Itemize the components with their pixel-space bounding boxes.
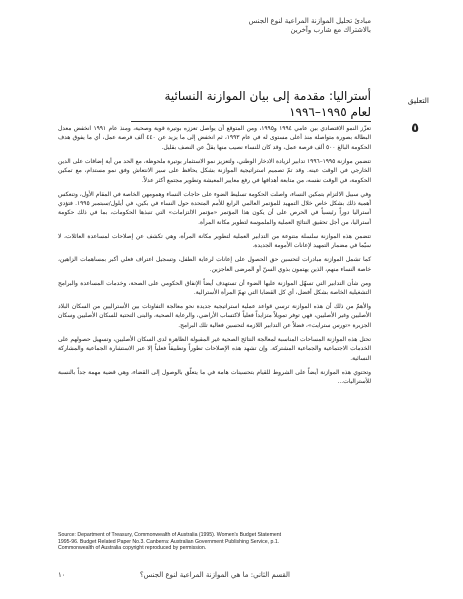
paragraph: ومن شأن التدابير التي تسهّل الموازنة عليها الضوء أن تستهدف أيضاً الإنفاق الحكومي على الصحة، وخدمات المساعدة والبرامج التشغيلية الخاصة بشكل أفضل، أي كل القضايا التي تهمّ المرأة الأسترالية. bbox=[58, 280, 371, 297]
running-header-line: مبادئ تحليل الموازنة المراعية لنوع الجنس bbox=[248, 17, 371, 25]
paragraph: تعزّز النمو الاقتصادي بين عامي ١٩٩٤ و١٩٩٥، ومن المتوقع أن يواصل تعززه بوتيرة قوية وصحية، ومنذ عام ١٩٩١ انخفض معدل البطالة بصورة متواصلة منذ أعلى مستوى له في عام ١٩٩٣، ثم انخفض إلى ما يزيد عن ٤٤٠ ألف فرصة عمل، أي ما يفوق هدف الحكومة البالغ ٥٠٠ ألف فرصة عمل، وقد كان للنساء نصيب منها يقلّ عن النصف بقليل. bbox=[58, 126, 372, 151]
section-title-line: لعام ١٩٩٥–١٩٩٦ bbox=[289, 105, 371, 119]
source-note bbox=[58, 532, 371, 552]
paragraph: وتحتوي هذه الموازنة أيضاً على الشروط للقيام بتحسينات هامة في ما يتعلّق بالوصول إلى القضاء، وهي قضية مهمة جداً بالنسبة للأستراليات... bbox=[58, 369, 371, 386]
paragraph: تتضمن موازنة ١٩٩٥–١٩٩٦ تدابير لزيادة الادخار الوطني، ولتعزيز نمو الاستثمار بوتيرة ملحوظة، مع الحد من أية إضافات على الدين الخارجي في الوقت عينه. وقد تمّ تصميم استراتيجية الموازنة بشكل يحافظ على سير الانتعاش وفق نمو مستدام، مع تمكين الحكومة، في الوقت نفسه، من متابعة أهدافها في رفع معايير المعيشة وتطوير مجتمع أكثر عدلاً. bbox=[58, 158, 371, 184]
paragraph: تحتل هذه الموازنة المساحات المناسبة لمعالجة النتائج الصحية غير المقبولة الظاهرة لدى السكان الأصليين، وتسهيل حصولهم على الخدمات الاجتماعية والجماعية المشتركة. وإن تشهد هذه الإصلاحات تطوراً وتطبيقاً فعلياً إلا عبر الاستشارة الجماعية والمشاركة النسائية. bbox=[58, 336, 371, 362]
page-number: ١٠ bbox=[58, 571, 66, 579]
paragraph: وفي سبيل الالتزام بتمكين النساء، واصلت الحكومة تسليط الضوء على حاجات النساء وهمومهن الخاصة في المقام الأول، وتنعكس أهمية ذلك بشكل خاص خلال التمهيد للمؤتمر العالمي الرابع للأمم المتحدة حول النساء في بكين، في أيلول/سبتمبر ١٩٩٥. فتؤدي أستراليا دوراً رئيسياً في الحرص على أن يكون هذا المؤتمر «مؤتمر الالتزامات» التي تنبذها الحكومات، بما في ذلك حكومة أستراليا، من أجل تحقيق النتائج العملية والملموسة لتطوير مكانة المرأة. bbox=[58, 191, 371, 226]
title-divider bbox=[131, 121, 371, 122]
running-header bbox=[151, 17, 371, 35]
source-note-line: Source: Department of Treasury, Commonwealth of Australia (1995). Women's Budget Statement bbox=[58, 532, 282, 538]
body-text bbox=[58, 125, 371, 392]
paragraph: والأهمّ من ذلك أن هذه الموازنة ترسي قواعد عملية استراتيجية جديدة نحو معالجة التفاوتات بين الأستراليين من السكان البلاد الأصليين وغير الأصليين، فهي توفر تمويلاً متزايداً فعلياً لاكتساب الأراضي، والرعاية الصحية، والبنى التحتية للسكان الأصليين وسكان الجزيرة «تورس سترايت»، فضلاً عن التدابير اللازمة لتحسين فعالية تلك البرامج. bbox=[58, 304, 371, 329]
section-number: ٥ bbox=[411, 121, 419, 136]
page-footer bbox=[100, 571, 290, 579]
source-note-line: Commonwealth of Australia copyright reproduced by permission. bbox=[58, 545, 207, 552]
side-label: التعليق bbox=[407, 96, 429, 105]
source-note-line: 1995-96. Budget Related Paper No.3. Canberra: Australian Government Publishing Service, p.1. bbox=[58, 538, 280, 545]
footer-text: القسم الثاني: ما هي الموازنة المراعية لنوع الجنس؟ bbox=[139, 571, 290, 579]
section-title bbox=[131, 88, 371, 120]
running-header-line: بالاشتراك مع شارب وآخرين bbox=[290, 26, 371, 34]
paragraph: كما تشمل الموازنة مبادرات لتحسين حق الحصول على إعانات لرعاية الطفل، وتسجيل اعتراف فعلي أكبر بمساهمات الزاهين، خاصة النساء منهم، الذين يهتمون بذوي السنّ أو المرضى العاجزين. bbox=[58, 257, 371, 273]
section-title-line: أستراليا: مقدمة إلى بيان الموازنة النسائية bbox=[164, 89, 371, 103]
paragraph: تتضمن هذه الموازنة سلسلة متنوعة من التدابير العملية لتطوير مكانة المرأة، وهي تكشف عن إصلاحات لمساعدة العائلات، لا سيّما في مضمار التمهيد لإعانات الأمومة الجديدة. bbox=[58, 233, 371, 250]
